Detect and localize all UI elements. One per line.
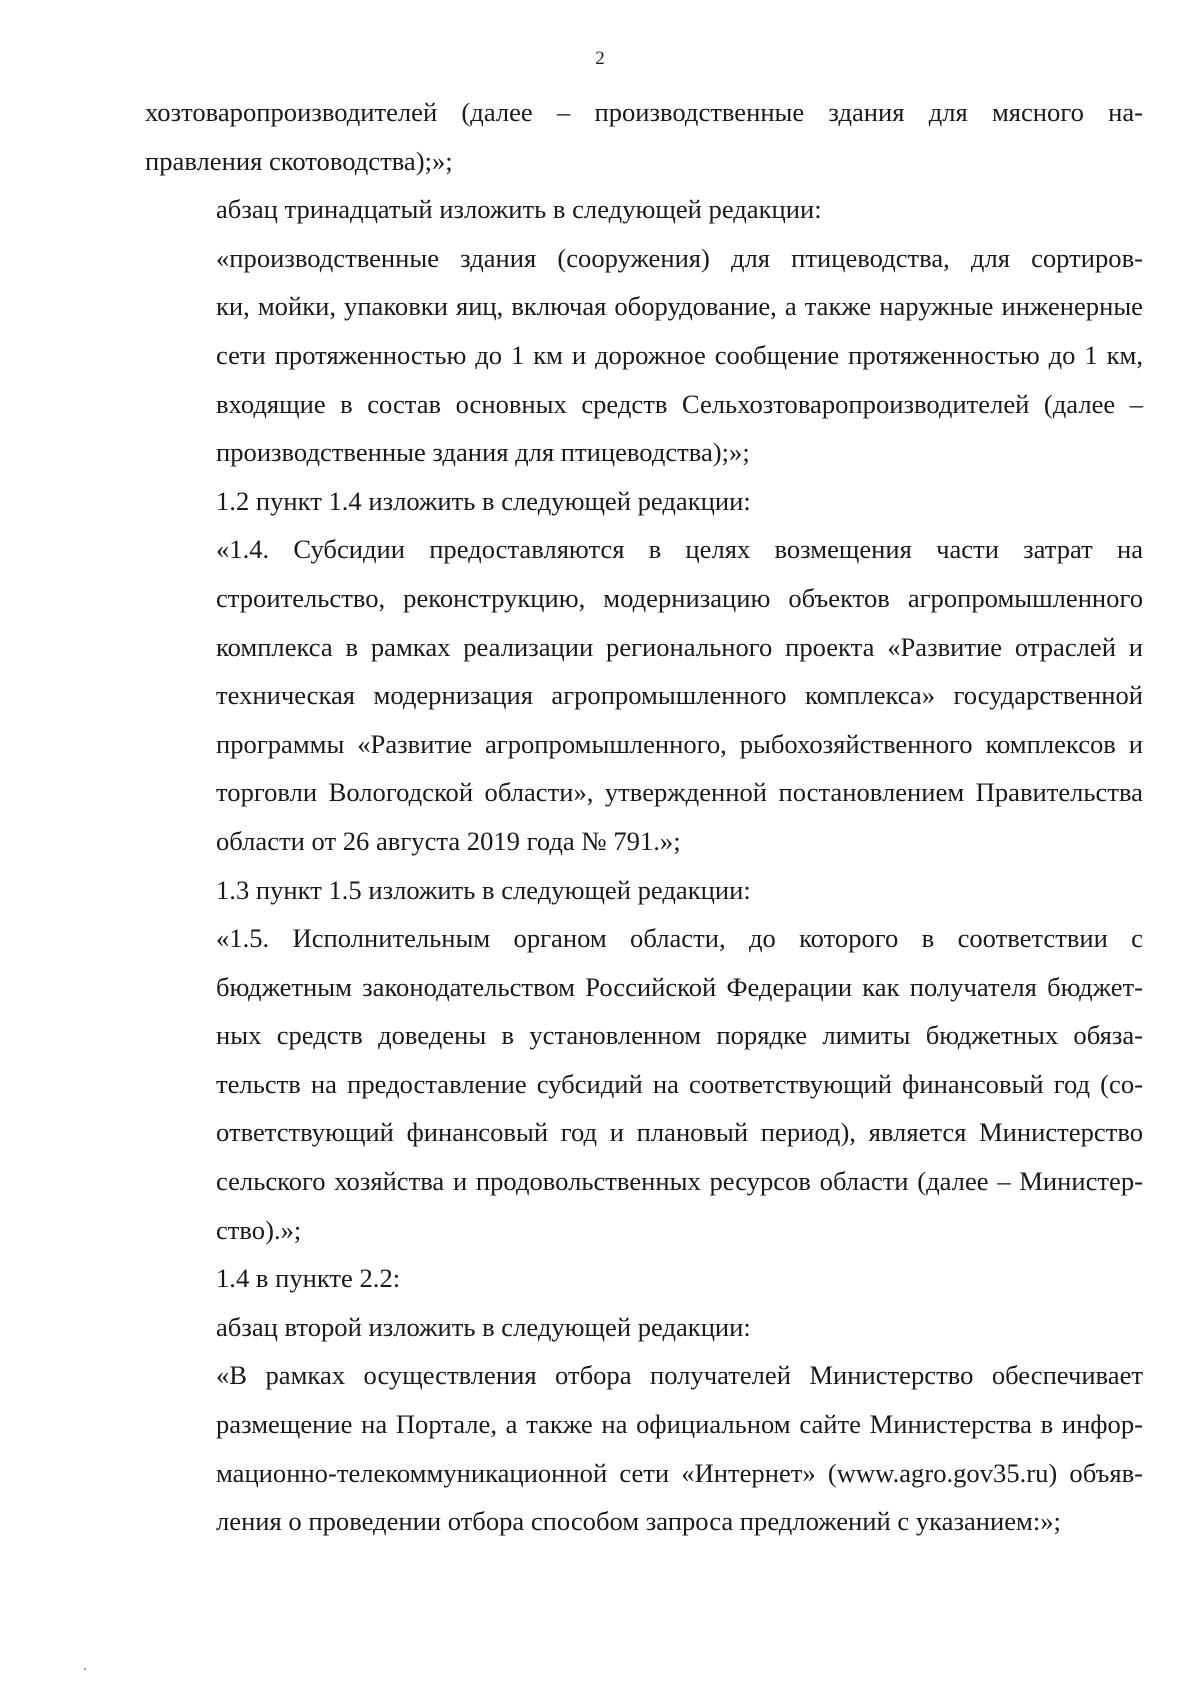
- text-line: абзац второй изложить в следующей редакции:: [216, 1311, 751, 1342]
- text-line: правления скотоводства);»;: [145, 145, 453, 176]
- text-line: сельского хозяйства и продовольственных ресурсов области (далее – Министер-: [216, 1166, 1143, 1197]
- paragraph: [145, 1351, 1143, 1545]
- text-line: ки, мойки, упаковки яиц, включая оборудование, а также наружные инженерные: [216, 291, 1143, 322]
- text-line: ответствующий финансовый год и плановый период), является Министерство: [216, 1117, 1143, 1148]
- text-line: ления о проведении отбора способом запроса предложений с указанием:»;: [216, 1506, 1061, 1537]
- text-line: 1.2 пункт 1.4 изложить в следующей редакции:: [216, 485, 751, 516]
- text-line: комплекса в рамках реализации регионального проекта «Развитие отраслей и: [216, 631, 1143, 662]
- paragraph: [145, 1254, 1143, 1303]
- text-line: ство).»;: [216, 1214, 302, 1245]
- scan-speck: [84, 1668, 86, 1670]
- text-line: 1.3 пункт 1.5 изложить в следующей редакции:: [216, 874, 751, 905]
- paragraph: [145, 477, 1143, 526]
- paragraph: [145, 88, 1143, 185]
- text-line: сети протяженностью до 1 км и дорожное сообщение протяженностью до 1 км,: [216, 339, 1143, 370]
- text-line: производственные здания для птицеводства);»;: [216, 437, 750, 468]
- paragraph: [145, 866, 1143, 915]
- text-line: ных средств доведены в установленном порядке лимиты бюджетных обяза-: [216, 1020, 1143, 1051]
- text-line: «1.5. Исполнительным органом области, до которого в соответствии с: [216, 923, 1143, 954]
- paragraph: [145, 525, 1143, 865]
- text-line: «1.4. Субсидии предоставляются в целях возмещения части затрат на: [216, 534, 1143, 565]
- text-line: входящие в состав основных средств Сельхозтоваропроизводителей (далее –: [216, 388, 1143, 419]
- text-line: техническая модернизация агропромышленного комплекса» государственной: [216, 680, 1143, 711]
- text-line: «В рамках осуществления отбора получателей Министерство обеспечивает: [216, 1360, 1143, 1391]
- text-line: размещение на Портале, а также на официальном сайте Министерства в инфор-: [216, 1409, 1143, 1440]
- document-body: [145, 88, 1143, 1546]
- text-line: абзац тринадцатый изложить в следующей редакции:: [216, 194, 822, 225]
- paragraph: [145, 185, 1143, 234]
- page-number: 2: [595, 48, 605, 69]
- text-line: бюджетным законодательством Российской Федерации как получателя бюджет-: [216, 971, 1143, 1002]
- text-line: строительство, реконструкцию, модернизацию объектов агропромышленного: [216, 582, 1143, 613]
- text-line: хозтоваропроизводителей (далее – производственные здания для мясного на-: [145, 97, 1143, 127]
- text-line: области от 26 августа 2019 года № 791.»;: [216, 825, 681, 856]
- paragraph: [145, 234, 1143, 477]
- text-line: 1.4 в пункте 2.2:: [216, 1263, 401, 1294]
- paragraph: [145, 914, 1143, 1254]
- text-line: мационно-телекоммуникационной сети «Интернет» (www.agro.gov35.ru) объяв-: [216, 1457, 1143, 1488]
- text-line: «производственные здания (сооружения) для птицеводства, для сортиров-: [216, 242, 1143, 273]
- text-line: тельств на предоставление субсидий на соответствующий финансовый год (со-: [216, 1068, 1143, 1099]
- text-line: программы «Развитие агропромышленного, рыбохозяйственного комплексов и: [216, 728, 1143, 759]
- text-line: торговли Вологодской области», утвержденной постановлением Правительства: [216, 777, 1143, 808]
- paragraph: [145, 1303, 1143, 1352]
